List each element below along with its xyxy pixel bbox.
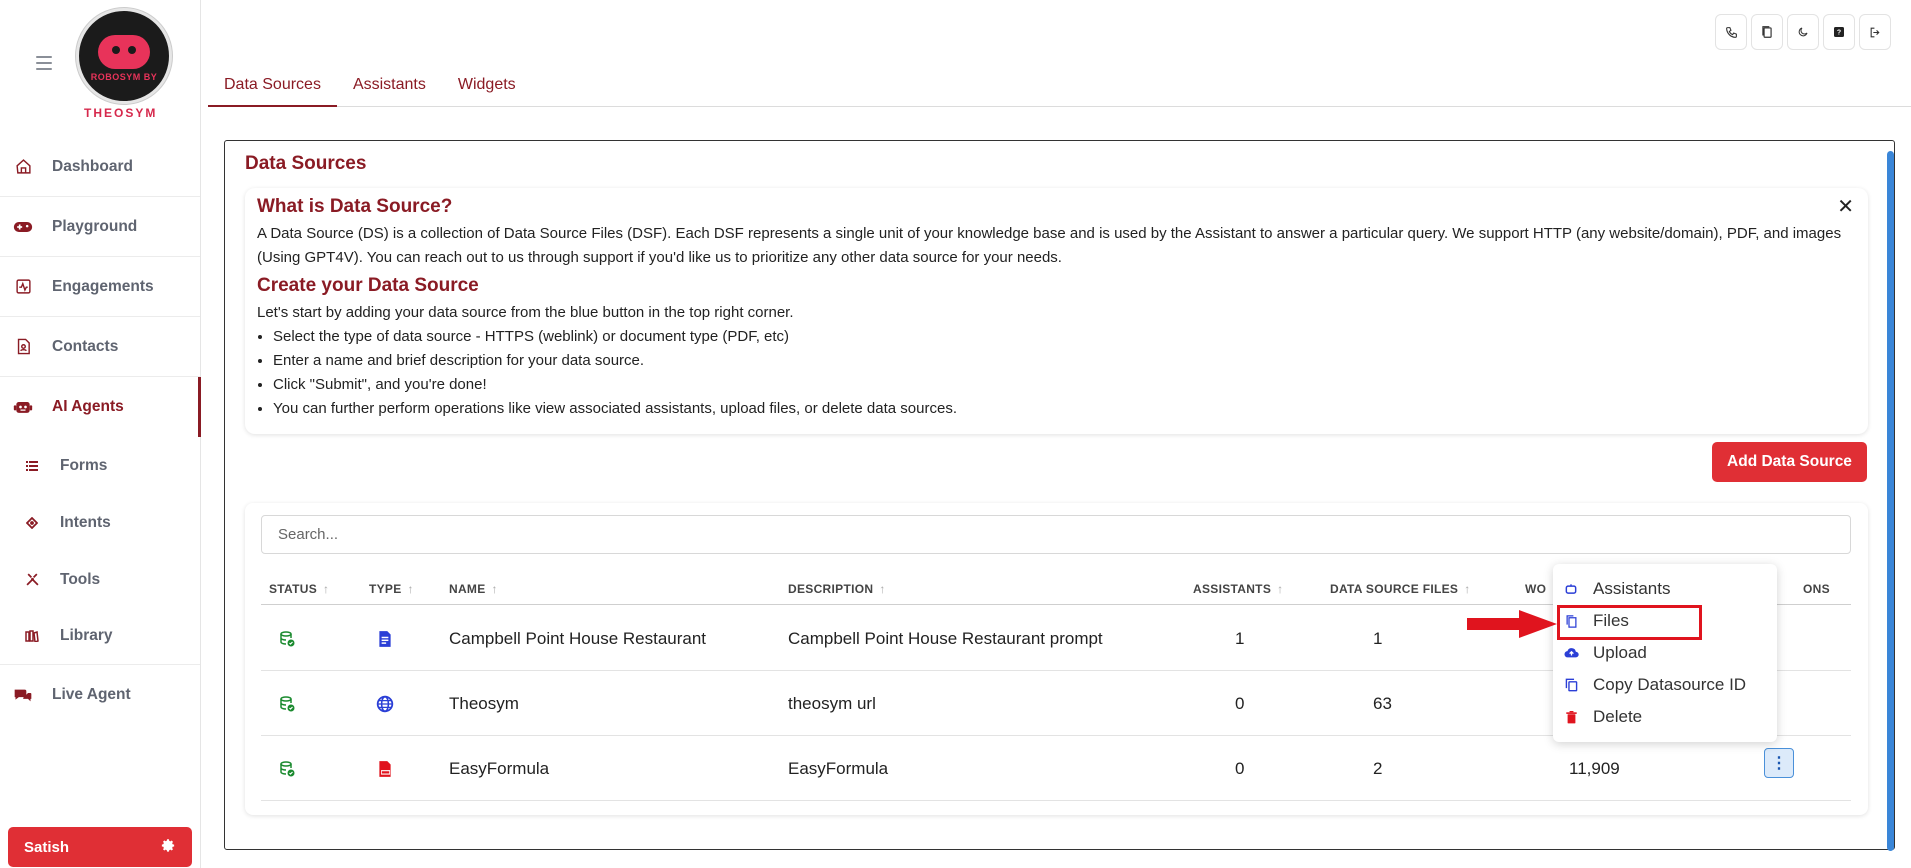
status-cell — [279, 736, 295, 801]
menu-item-copy-id[interactable] — [1563, 671, 1763, 699]
type-cell — [376, 736, 394, 801]
menu-item-label: Delete — [1593, 707, 1643, 726]
activity-icon — [13, 277, 33, 297]
scrollbar[interactable] — [1887, 151, 1894, 851]
table-row[interactable] — [261, 736, 1851, 801]
info-panel — [245, 188, 1868, 434]
menu-item-label: Assistants — [1593, 579, 1671, 598]
column-name[interactable] — [449, 582, 498, 596]
search-input[interactable] — [261, 515, 1851, 554]
info-paragraph: Let's start by adding your data source from the blue button in the top right corner. — [257, 304, 794, 321]
menu-item-delete[interactable] — [1563, 703, 1763, 731]
name-cell: EasyFormula — [449, 758, 550, 778]
menu-item-assistants[interactable] — [1563, 575, 1763, 603]
words-cell: 11,909 — [1569, 758, 1620, 778]
assistants-cell: 0 — [1235, 758, 1245, 778]
list-item: • Click "Submit", and you're done! — [273, 373, 1856, 397]
logo-text: ROBOSYM BY — [90, 71, 158, 82]
assistants-cell: 0 — [1235, 693, 1245, 713]
sort-arrow-icon: ↑ — [407, 582, 414, 596]
sidebar-item-intents[interactable] — [0, 494, 200, 551]
logout-icon[interactable] — [1859, 14, 1891, 50]
description-cell: theosym url — [788, 693, 876, 713]
steps-list — [257, 325, 1856, 421]
sidebar-item-label: Contacts — [52, 337, 119, 355]
cloud-upload-icon — [1563, 645, 1579, 661]
sidebar-item-engagements[interactable] — [0, 257, 200, 317]
sidebar-item-label: Engagements — [52, 277, 154, 295]
dark-mode-icon[interactable] — [1787, 14, 1819, 50]
column-actions — [1803, 582, 1830, 596]
list-icon — [22, 456, 42, 476]
sort-arrow-icon: ↑ — [1277, 582, 1284, 596]
database-check-icon — [279, 696, 295, 712]
pdf-icon — [376, 760, 394, 778]
arrow-annotation-icon — [1467, 609, 1557, 639]
robot-icon — [1563, 581, 1579, 597]
files-cell: 2 — [1373, 758, 1383, 778]
tab-assistants[interactable]: Assistants — [352, 76, 426, 93]
assistants-cell: 1 — [1235, 628, 1245, 648]
column-data-source-files[interactable] — [1330, 582, 1471, 596]
sidebar-item-ai-agents[interactable] — [0, 377, 200, 437]
column-label: TYPE — [369, 582, 402, 596]
data-sources-panel — [224, 140, 1895, 850]
menu-item-upload[interactable] — [1563, 639, 1763, 667]
column-label: DATA SOURCE FILES — [1330, 582, 1459, 596]
type-cell — [376, 671, 394, 736]
user-profile-button[interactable] — [8, 827, 192, 867]
close-icon[interactable]: ✕ — [1837, 196, 1854, 218]
gear-icon[interactable] — [161, 838, 176, 857]
column-label: STATUS — [269, 582, 318, 596]
sidebar-item-tools[interactable] — [0, 551, 200, 608]
sidebar — [0, 0, 201, 868]
sidebar-item-live-agent[interactable] — [0, 665, 200, 725]
contact-file-icon — [13, 337, 33, 357]
sort-arrow-icon: ↑ — [879, 582, 886, 596]
help-icon[interactable] — [1823, 14, 1855, 50]
trash-icon — [1563, 709, 1579, 725]
sort-arrow-icon: ↑ — [323, 582, 330, 596]
row-actions-button[interactable]: ⋮ — [1764, 748, 1794, 778]
sidebar-item-dashboard[interactable] — [0, 137, 200, 197]
tab-data-sources[interactable]: Data Sources — [208, 70, 337, 107]
svg-text:?: ? — [1836, 29, 1842, 37]
sort-arrow-icon: ↑ — [491, 582, 498, 596]
sidebar-item-label: Library — [60, 627, 113, 644]
target-icon — [22, 513, 42, 533]
menu-toggle-icon[interactable] — [36, 56, 52, 70]
files-cell: 63 — [1373, 693, 1392, 713]
documents-icon[interactable] — [1751, 14, 1783, 50]
database-check-icon — [279, 631, 295, 647]
brand-name: THEOSYM — [84, 106, 158, 120]
robot-icon — [13, 397, 33, 417]
robot-icon — [98, 35, 150, 69]
column-words[interactable] — [1525, 582, 1546, 596]
user-name: Satish — [24, 838, 70, 856]
description-cell: Campbell Point House Restaurant prompt — [788, 628, 1103, 648]
home-icon — [13, 157, 33, 177]
sidebar-item-contacts[interactable] — [0, 317, 200, 377]
info-heading: What is Data Source? — [257, 196, 453, 217]
tab-widgets[interactable]: Widgets — [457, 76, 516, 93]
sidebar-nav — [0, 137, 200, 725]
sort-arrow-icon: ↑ — [1464, 582, 1471, 596]
name-cell: Campbell Point House Restaurant — [449, 628, 707, 648]
column-status[interactable] — [269, 582, 329, 596]
sidebar-item-label: Intents — [60, 513, 111, 531]
sidebar-item-library[interactable] — [0, 608, 200, 665]
column-label: ONS — [1803, 582, 1830, 596]
list-item: • Select the type of data source - HTTPS (weblink) or document type (PDF, etc) — [273, 325, 1856, 349]
files-cell: 1 — [1373, 628, 1383, 648]
tools-icon — [22, 570, 42, 590]
menu-item-label: Upload — [1593, 643, 1647, 662]
add-data-source-button[interactable]: Add Data Source — [1712, 442, 1867, 482]
row-actions-menu — [1553, 564, 1777, 742]
list-item: • Enter a name and brief description for your data source. — [273, 349, 1856, 373]
database-check-icon — [279, 761, 295, 777]
column-label: WO — [1525, 582, 1547, 596]
info-paragraph: A Data Source (DS) is a collection of Data Source Files (DSF). Each DSF represents a single unit of your knowledge base and is used by the Assistant to answer a particular query. We support HTTP (any website/domain), PDF, and images (Using GPT4V). You can reach out to us through support if you'd like us to prioritize any other data source for your needs. — [257, 225, 1842, 266]
document-icon — [376, 630, 394, 648]
column-label: DESCRIPTION — [788, 582, 874, 596]
chat-icon — [13, 685, 33, 705]
gamepad-icon — [13, 217, 33, 237]
sidebar-item-label: Playground — [52, 217, 138, 235]
library-icon — [22, 626, 42, 646]
column-description[interactable] — [788, 582, 886, 596]
tab-bar — [208, 70, 1911, 107]
status-cell — [279, 671, 295, 736]
sidebar-item-label: Tools — [60, 570, 101, 588]
column-label: NAME — [449, 582, 486, 596]
phone-icon[interactable] — [1715, 14, 1747, 50]
brand-logo — [76, 8, 172, 104]
sidebar-item-label: Forms — [60, 456, 108, 474]
sidebar-item-label: Dashboard — [52, 157, 133, 175]
sidebar-item-label: AI Agents — [52, 398, 124, 415]
menu-item-label: Copy Datasource ID — [1593, 675, 1747, 694]
column-label: ASSISTANTS — [1193, 582, 1272, 596]
top-toolbar — [1715, 14, 1891, 50]
sidebar-item-playground[interactable] — [0, 197, 200, 257]
sidebar-item-forms[interactable] — [0, 437, 200, 494]
list-item: • You can further perform operations like view associated assistants, upload files, or delete data sources. — [273, 397, 1856, 421]
copy-icon — [1563, 677, 1579, 693]
sidebar-item-label: Live Agent — [52, 686, 131, 703]
status-cell — [279, 606, 295, 671]
menu-item-files[interactable] — [1563, 607, 1763, 635]
globe-icon — [376, 695, 394, 713]
menu-item-label: Files — [1593, 611, 1629, 630]
files-icon — [1563, 613, 1579, 629]
name-cell: Theosym — [449, 693, 519, 713]
description-cell: EasyFormula — [788, 758, 889, 778]
column-assistants[interactable] — [1193, 582, 1283, 596]
type-cell — [376, 606, 394, 671]
page-title: Data Sources — [245, 153, 367, 174]
info-heading: Create your Data Source — [257, 275, 479, 296]
column-type[interactable] — [369, 582, 414, 596]
